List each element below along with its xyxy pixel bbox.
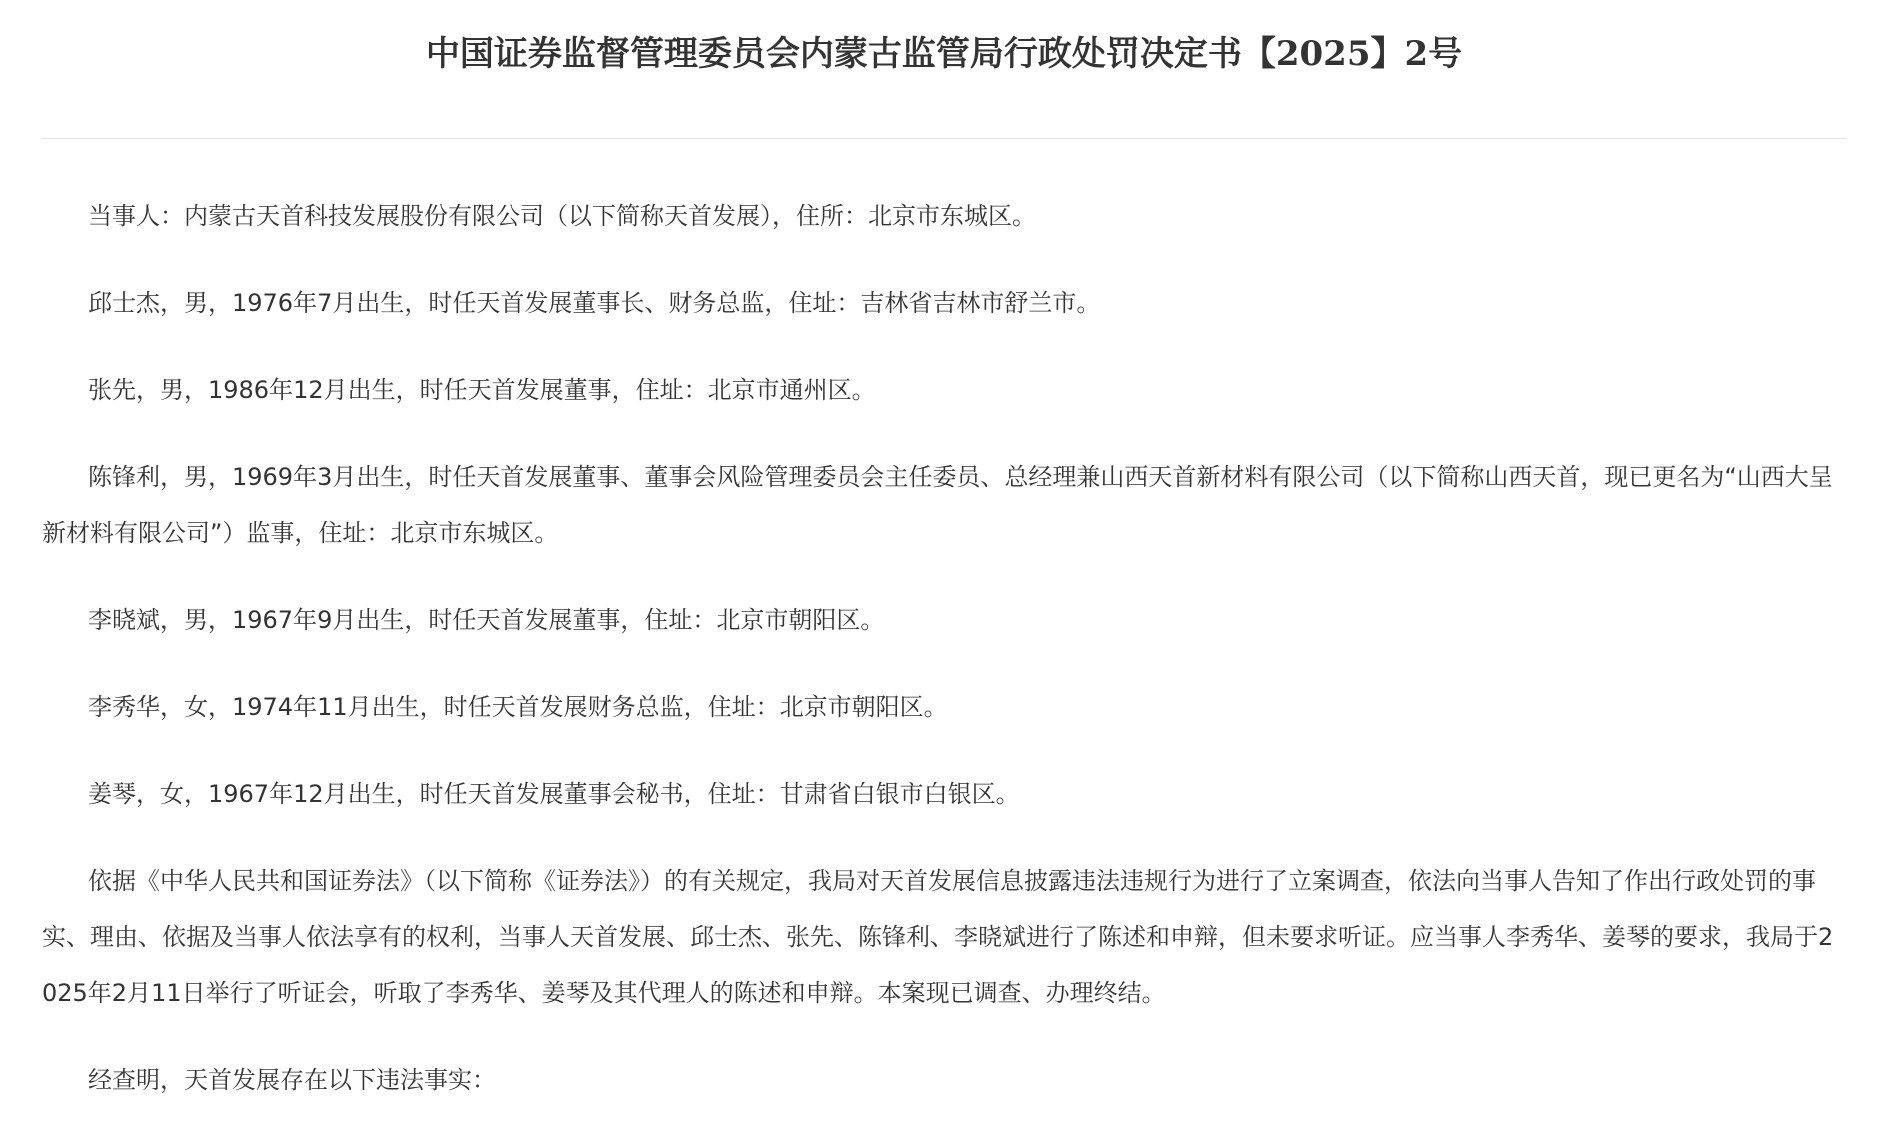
paragraph-party-li-xiaobin: 李晓斌，男，1967年9月出生，时任天首发展董事，住址：北京市朝阳区。 bbox=[88, 606, 885, 634]
paragraph-party-zhang-xian: 张先，男，1986年12月出生，时任天首发展董事，住址：北京市通州区。 bbox=[88, 376, 876, 404]
title-divider bbox=[42, 138, 1846, 139]
document-body bbox=[42, 188, 1846, 1139]
paragraph-findings-intro: 经查明，天首发展存在以下违法事实： bbox=[88, 1066, 496, 1094]
paragraph-party-jiang-qin: 姜琴，女，1967年12月出生，时任天首发展董事会秘书，住址：甘肃省白银市白银区。 bbox=[88, 780, 1020, 808]
paragraph-party-company: 当事人：内蒙古天首科技发展股份有限公司（以下简称天首发展），住所：北京市东城区。 bbox=[88, 202, 1036, 230]
paragraph-party-qiu-shijie: 邱士杰，男，1976年7月出生，时任天首发展董事长、财务总监，住址：吉林省吉林市舒兰市。 bbox=[88, 289, 1101, 317]
paragraph-party-li-xiuhua: 李秀华，女，1974年11月出生，时任天首发展财务总监，住址：北京市朝阳区。 bbox=[88, 693, 948, 721]
paragraph-procedure: 依据《中华人民共和国证券法》（以下简称《证券法》）的有关规定，我局对天首发展信息披露违法违规行为进行了立案调查，依法向当事人告知了作出行政处罚的事实、理由、依据及当事人依法享有的权利，当事人天首发展、邱士杰、张先、陈锋利、李晓斌进行了陈述和申辩，但未要求听证。应当事人李秀华、姜琴的要求，我局于2025年2月11日举行了听证会，听取了李秀华、姜琴及其代理人的陈述和申辩。本案现已调查、办理终结。 bbox=[42, 867, 1834, 1007]
document-title: 中国证券监督管理委员会内蒙古监管局行政处罚决定书【2025】2号 bbox=[425, 34, 1463, 74]
paragraph-party-chen-fengli: 陈锋利，男，1969年3月出生，时任天首发展董事、董事会风险管理委员会主任委员、总经理兼山西天首新材料有限公司（以下简称山西天首，现已更名为“山西大呈新材料有限公司”）监事，住址：北京市东城区。 bbox=[42, 463, 1833, 547]
document bbox=[42, 0, 1846, 1094]
